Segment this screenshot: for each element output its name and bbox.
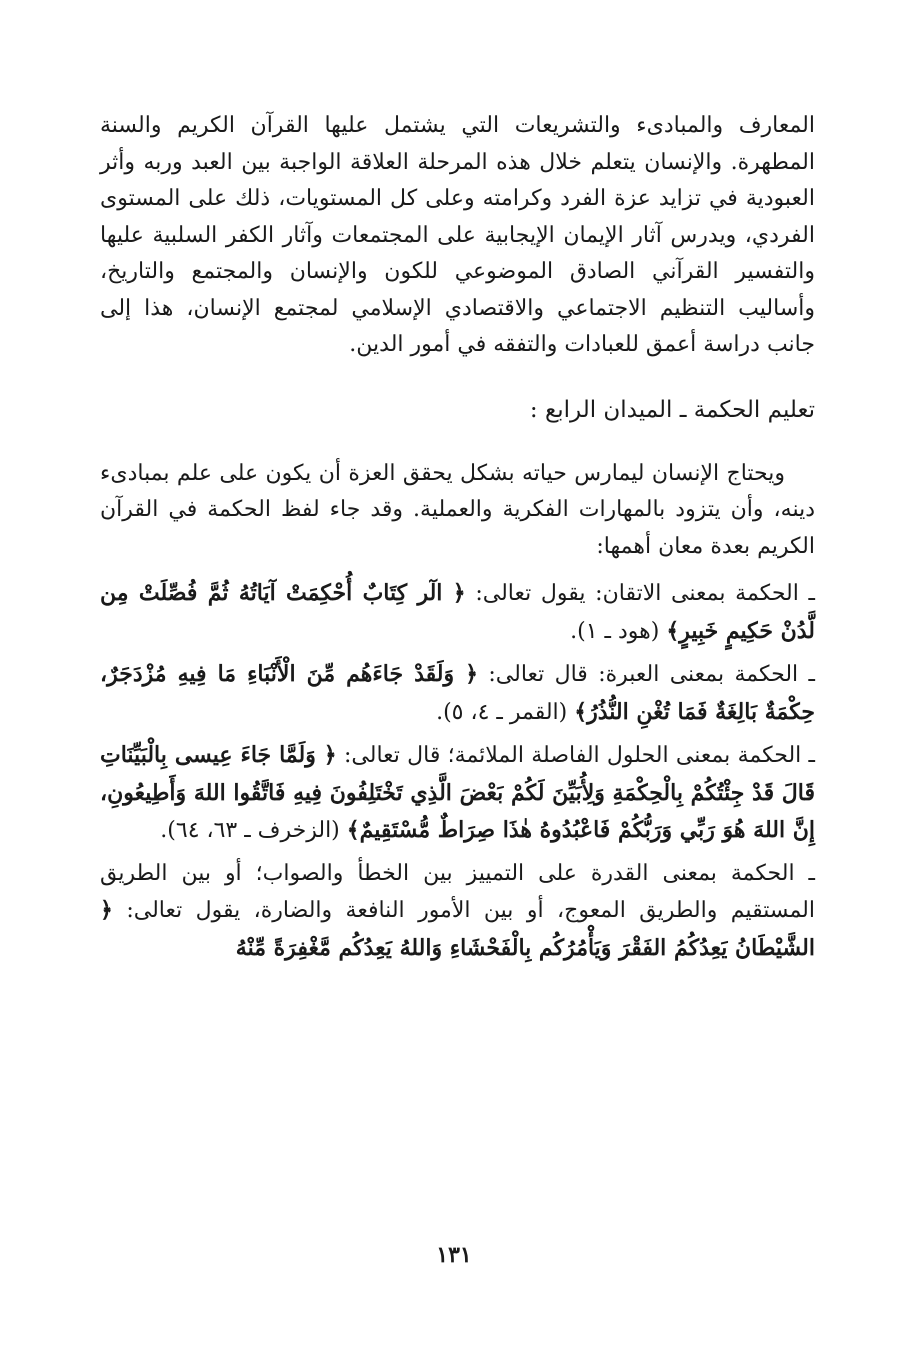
item-lead: ـ الحكمة بمعنى الاتقان: يقول تعالى: [465,581,815,606]
list-item [100,856,815,968]
quran-quote: ﴿ الشَّيْطَانُ يَعِدُكُمُ الفَقْرَ وَيَأْمُرُكُم بِالْفَحْشَاءِ وَاللهُ يَعِدُكُم مَّغْفِرَةً مِّنْهُ [100,897,815,961]
list-item [100,656,815,731]
quran-quote: ﴿ الٓر كِتَابٌ أُحْكِمَتْ آيَاتُهُ ثُمَّ فُصِّلَتْ مِن لَّدُنْ حَكِيمٍ خَبِيرٍ﴾ [100,580,815,644]
item-lead: ـ الحكمة بمعنى القدرة على التمييز بين الخطأ والصواب؛ أو بين الطريق المستقيم والطريق المعوج، أو بين الأمور النافعة والضارة، يقول تعالى: [100,860,815,923]
quote-reference: (هود ـ ١). [570,618,667,644]
main-paragraph: ويحتاج الإنسان ليمارس حياته بشكل يحقق العزة أن يكون على علم بمبادىء دينه، وأن يتزود بالمهارات الفكرية والعملية. وقد جاء لفظ الحكمة في القرآن الكريم بعدة معان أهمها: [100,460,815,559]
quran-quote: ﴿ وَلَقَدْ جَاءَهُم مِّنَ الْأَنْبَاءِ مَا فِيهِ مُزْدَجَرٌ، حِكْمَةٌ بَالِغَةٌ فَمَا تُغْنِ النُّذُرُ﴾ [100,661,815,725]
page-number: ١٣١ [436,1242,472,1268]
quote-reference: (القمر ـ ٤، ٥). [436,699,575,725]
intro-paragraph: المعارف والمبادىء والتشريعات التي يشتمل عليها القرآن الكريم والسنة المطهرة. والإنسان يتعلم خلال هذه المرحلة العلاقة الواجبة بين العبد وربه وأثر العبودية في تزايد عزة الفرد وكرامته وعلى كل المستويات، ذلك على المستوى الفردي، ويدرس آثار الإيمان الإيجابية على المجتمعات وآثار الكفر السلبية عليها والتفسير القرآني الصادق الموضوعي للكون والإنسان والمجتمع والتاريخ، وأساليب التنظيم الاجتماعي والاقتصادي الإسلامي لمجتمع الإنسان، هذا إلى جانب دراسة أعمق للعبادات والتفقه في أمور الدين. [100,113,815,357]
item-lead: ـ الحكمة بمعنى الحلول الفاصلة الملائمة؛ قال تعالى: [336,743,816,768]
quran-quote: ﴿ وَلَمَّا جَاءَ عِيسى بِالْبَيِّنَاتِ قَالَ قَدْ جِئْتُكُمْ بِالْحِكْمَةِ وَلِأُبَيِّنَ لَكُمْ بَعْضَ الَّذِي تَخْتَلِفُونَ فِيهِ فَاتَّقُوا اللهَ وَأَطِيعُونِ، إِنَّ اللهَ هُوَ رَبِّي وَرَبُّكُمْ فَاعْبُدُوهُ هٰذَا صِرَاطٌ مُّسْتَقِيمٌ﴾ [100,742,815,843]
list-item [100,575,815,650]
item-lead: ـ الحكمة بمعنى العبرة: قال تعالى: [478,662,815,687]
list-item [100,737,815,850]
section-heading: تعليم الحكمة ـ الميدان الرابع : [529,396,815,423]
page-body [100,108,815,967]
quote-reference: (الزخرف ـ ٦٣، ٦٤). [160,818,347,843]
